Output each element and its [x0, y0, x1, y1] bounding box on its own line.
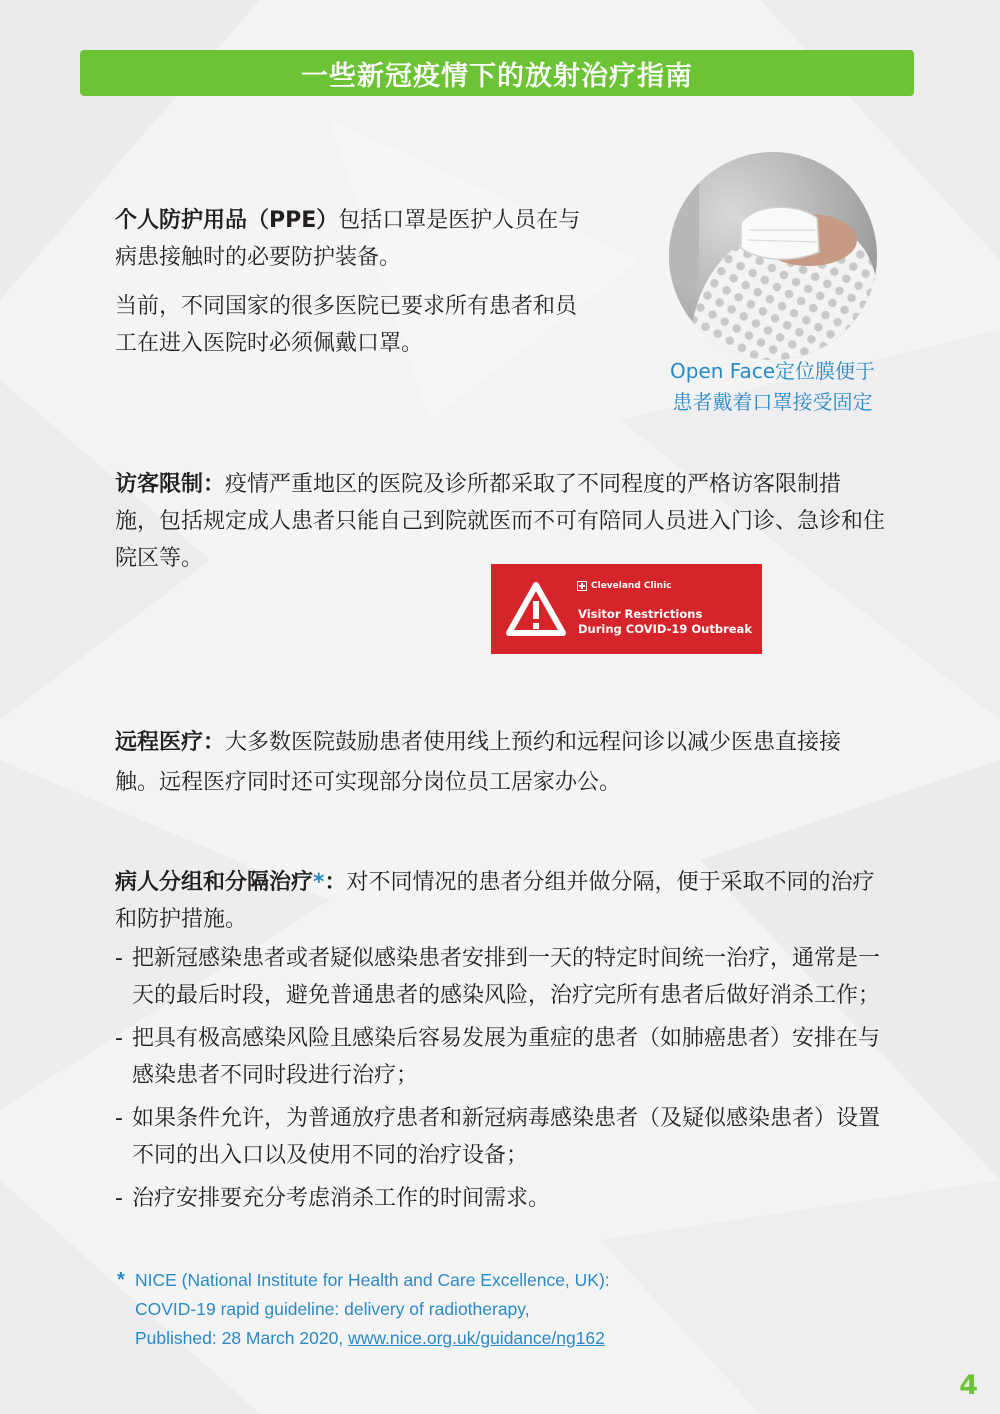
visitor-heading: 访客限制：: [115, 472, 226, 497]
footnote-line-2: COVID-19 rapid guideline: delivery of radiotherapy,: [135, 1299, 530, 1319]
bullet-text: 把新冠感染患者或者疑似感染患者安排到一天的特定时间统一治疗，通常是一天的最后时段，避免普通患者的感染风险，治疗完所有患者后做好消杀工作；: [132, 946, 881, 1008]
list-item: [115, 1180, 885, 1217]
bullet-dash: -: [115, 1106, 123, 1131]
patient-grouping-section: [115, 864, 885, 938]
bullet-text: 如果条件允许，为普通放疗患者和新冠病毒感染患者（及疑似感染患者）设置不同的出入口以及使用不同的治疗设备；: [132, 1106, 881, 1168]
page-number: 4: [959, 1370, 978, 1401]
cleveland-clinic-logo: [577, 581, 672, 591]
ppe-heading: 个人防护用品（PPE）: [115, 208, 339, 233]
ppe-section: [115, 202, 595, 374]
photo-caption: [640, 356, 905, 418]
photo-caption-line-1: Open Face定位膜便于: [670, 359, 875, 383]
banner-line-2: During COVID-19 Outbreak: [578, 622, 752, 636]
ppe-paragraph-2: 当前，不同国家的很多医院已要求所有患者和员工在进入医院时必须佩戴口罩。: [115, 294, 578, 356]
bullet-text: 把具有极高感染风险且感染后容易发展为重症的患者（如肺癌患者）安排在与感染患者不同时段进行治疗；: [132, 1026, 881, 1088]
open-face-mask-photo: [669, 152, 877, 360]
title-banner: [80, 50, 914, 96]
visitor-text: 疫情严重地区的医院及诊所都采取了不同程度的严格访客限制措施，包括规定成人患者只能自己到院就医而不可有陪同人员进入门诊、急诊和住院区等。: [115, 472, 886, 571]
bullet-dash: -: [115, 1026, 123, 1051]
telemedicine-paragraph: [115, 723, 885, 803]
ppe-text-1: 包括口罩是医护人员在与病患接触时的必要防护装备。: [115, 208, 581, 270]
visitor-paragraph: [115, 466, 885, 577]
list-item: [115, 1020, 885, 1094]
bullet-dash: -: [115, 946, 123, 971]
list-item: [115, 1100, 885, 1174]
cleveland-clinic-visitor-banner: [491, 564, 762, 654]
clinic-cross-icon: [577, 581, 587, 591]
footnote: [117, 1266, 737, 1353]
bullet-text: 治疗安排要充分考虑消杀工作的时间需求。: [132, 1186, 551, 1211]
telemedicine-text: 大多数医院鼓励患者使用线上预约和远程问诊以减少医患直接接触。远程医疗同时还可实现部分岗位员工居家办公。: [115, 730, 842, 795]
telemedicine-section: [115, 723, 885, 803]
grouping-paragraph: [115, 864, 885, 938]
photo-caption-line-2: 患者戴着口罩接受固定: [672, 390, 873, 414]
footnote-line-1: NICE (National Institute for Health and Care Excellence, UK):: [135, 1270, 610, 1290]
page-title: 一些新冠疫情下的放射治疗指南: [301, 60, 693, 92]
grouping-footnote-star: *: [313, 870, 325, 895]
grouping-bullet-list: [115, 940, 885, 1223]
footnote-line-3: [135, 1324, 737, 1353]
visitor-restrictions-section: [115, 466, 885, 577]
ppe-paragraph-1: [115, 202, 595, 276]
footnote-published: Published: 28 March 2020,: [135, 1328, 349, 1348]
telemedicine-heading: 远程医疗：: [115, 730, 226, 755]
grouping-text: 对不同情况的患者分组并做分隔，便于采取不同的治疗和防护措施。: [115, 870, 875, 932]
footnote-star: *: [117, 1269, 125, 1291]
warning-icon: [505, 581, 567, 637]
grouping-heading: 病人分组和分隔治疗: [115, 870, 314, 895]
list-item: [115, 940, 885, 1014]
footnote-body: [135, 1266, 737, 1353]
cleveland-clinic-logo-text: Cleveland Clinic: [591, 581, 672, 591]
banner-line-1: Visitor Restrictions: [578, 607, 703, 621]
grouping-colon: ：: [324, 870, 347, 895]
nice-guidance-link[interactable]: www.nice.org.uk/guidance/ng162: [348, 1328, 605, 1348]
bullet-dash: -: [115, 1186, 123, 1211]
